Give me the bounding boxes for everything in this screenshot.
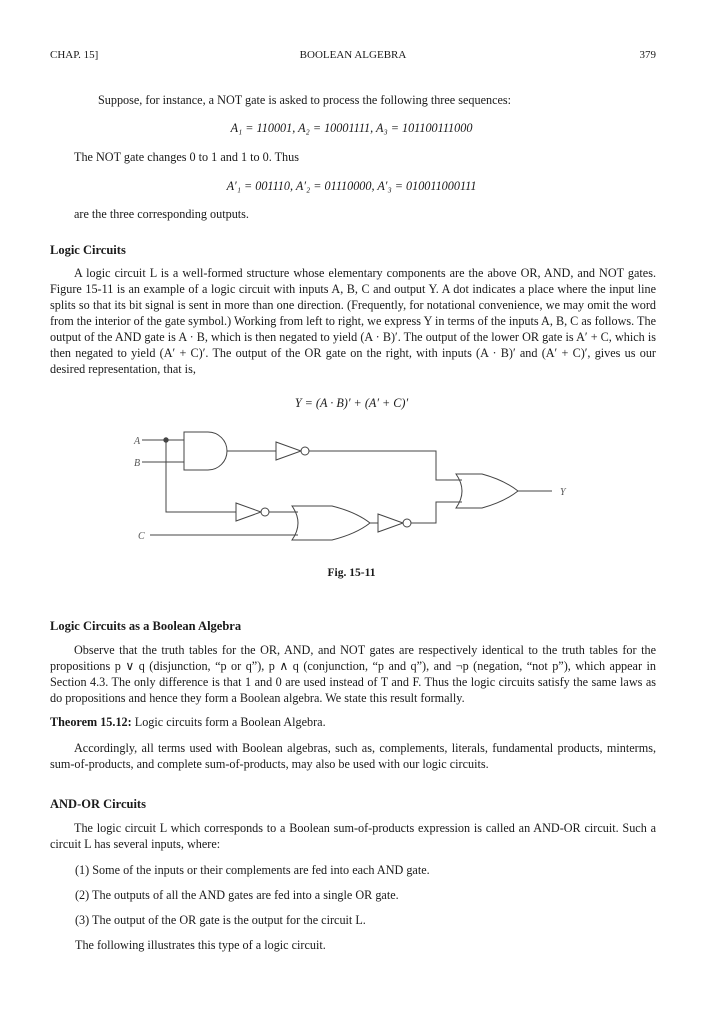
logic-circuits-equation: Y = (A · B)′ + (A′ + C)′	[294, 396, 409, 410]
not-example-inputs: A₁ = 110001, A₂ = 10001111, A₃ = 101100111000	[230, 121, 473, 135]
boolean-algebra-paragraph: Observe that the truth tables for the OR, AND, and NOT gates are respectively identical to the truth tables for the propositions p ∨ q (disjunction, “p or q”), p ∧ q (conjunction, “p and q”), and ¬p (negation, “not p”), which appear in Section 4.3. The only difference is that 1 and 0 are used instead of T and F. Thus the logic circuits satisfy the same laws as do propositions and hence they form a Boolean algebra. We state this result formally.	[50, 643, 656, 705]
not-gate-branch	[236, 503, 261, 521]
not-example-intro: Suppose, for instance, a NOT gate is asked to process the following three sequences:	[98, 93, 512, 107]
not-gate-top	[276, 442, 301, 460]
running-head-title: BOOLEAN ALGEBRA	[299, 49, 407, 61]
and-or-paragraph: The logic circuit L which corresponds to a Boolean sum-of-products expression is called an AND-OR circuit. Such a circuit L has several inputs, where:	[50, 821, 656, 851]
heading-and-or: AND-OR Circuits	[50, 797, 146, 811]
wire-top-to-or	[309, 451, 462, 480]
page-number: 379	[639, 49, 656, 61]
and-or-closing: The following illustrates this type of a logic circuit.	[75, 938, 326, 952]
or-gate-final	[456, 474, 518, 508]
not-example-closing: are the three corresponding outputs.	[74, 207, 249, 221]
figure-caption: Fig. 15-11	[327, 567, 376, 579]
label-c: C	[138, 531, 145, 542]
theorem-15-12	[50, 714, 656, 730]
heading-boolean-algebra: Logic Circuits as a Boolean Algebra	[50, 619, 242, 633]
list-item: (1) Some of the inputs or their complements are fed into each AND gate.	[75, 863, 430, 877]
heading-logic-circuits: Logic Circuits	[50, 243, 126, 257]
not-example-change: The NOT gate changes 0 to 1 and 1 to 0. Thus	[74, 150, 299, 164]
label-b: B	[134, 458, 141, 469]
logic-circuit-figure	[120, 428, 580, 553]
label-y: Y	[560, 487, 566, 498]
list-item: (2) The outputs of all the AND gates are fed into a single OR gate.	[75, 888, 399, 902]
accordingly-paragraph: Accordingly, all terms used with Boolean algebras, such as, complements, literals, fundamental products, minterms, sum-of-products, and complete sum-of-products, may also be used with our logic circuits.	[50, 741, 656, 771]
theorem-label: Theorem 15.12:	[50, 715, 132, 729]
not-bubble-lower	[403, 519, 411, 527]
logic-circuits-paragraph: A logic circuit L is a well-formed structure whose elementary components are the above OR, AND, and NOT gates. Figure 15-11 is an example of a logic circuit with inputs A, B, C and output Y. A dot indicates a place where the input line splits so that its bit signal is sent in more than one direction. (Frequently, for notational convenience, we may omit the word from the interior of the gate symbol.) Working from left to right, we express Y in terms of the inputs A, B, C as follows. The output of the AND gate is A · B, which is then negated to yield (A · B)′. The output of the lower OR gate is A′ + C, which is then negated to yield (A′ + C)′. The output of the OR gate on the right, with inputs (A · B)′ and (A′ + C)′, gives us our desired representation, that is,	[50, 266, 656, 376]
not-gate-lower	[378, 514, 403, 532]
not-bubble-top	[301, 447, 309, 455]
and-gate	[184, 432, 227, 470]
list-item: (3) The output of the OR gate is the output for the circuit L.	[75, 913, 366, 927]
or-gate-lower	[292, 506, 370, 540]
label-a: A	[134, 436, 141, 447]
not-example-outputs: A′₁ = 001110, A′₂ = 01110000, A′₃ = 010011000111	[226, 179, 477, 193]
wire-a-branch	[166, 440, 236, 512]
running-head-chapter: CHAP. 15]	[50, 49, 99, 61]
not-bubble-branch	[261, 508, 269, 516]
theorem-text: Logic circuits form a Boolean Algebra.	[134, 715, 326, 729]
wire-lower-to-or	[411, 502, 462, 523]
running-head	[50, 47, 656, 63]
